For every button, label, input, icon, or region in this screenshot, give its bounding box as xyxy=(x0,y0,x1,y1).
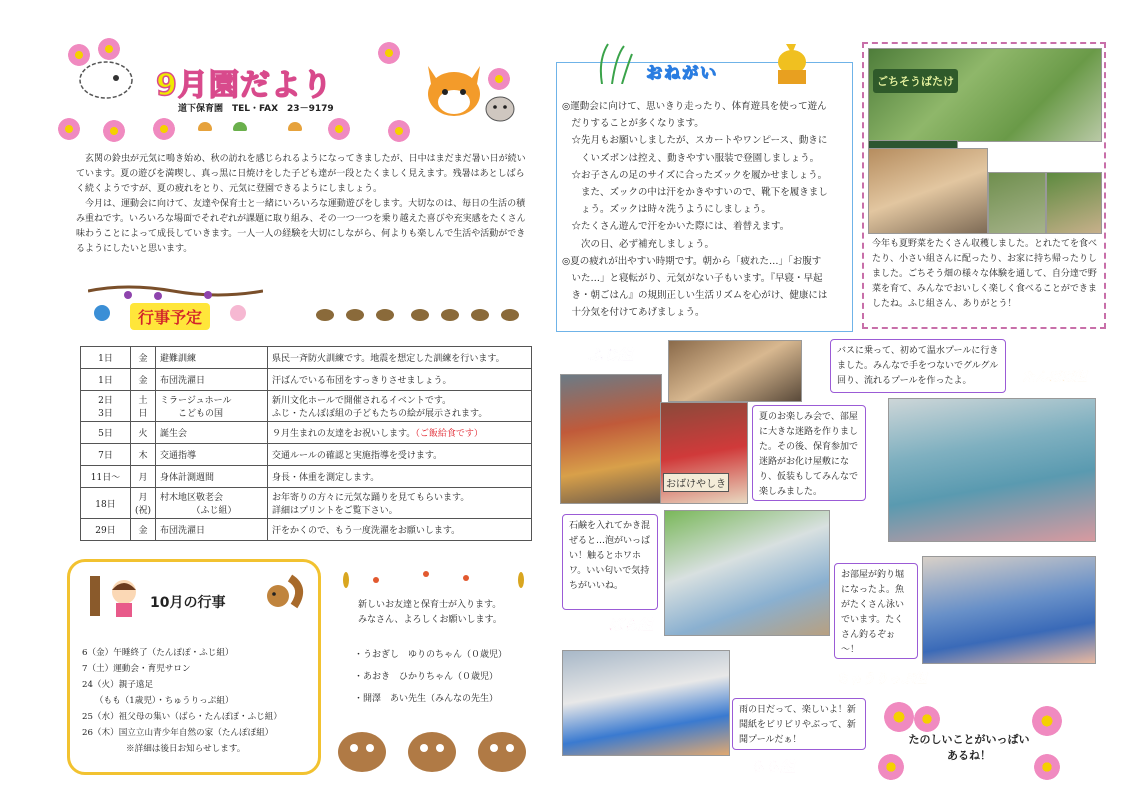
october-item: 7（土）運動会・育児サロン xyxy=(82,664,191,674)
schedule-event-text: 布団洗濯日 xyxy=(160,376,206,386)
schedule-detail-text: 県民一斉防火訓練です。地震を想定した訓練を行います。 xyxy=(272,354,505,364)
schedule-detail xyxy=(268,519,532,541)
garden-photo-girl xyxy=(1046,172,1102,234)
new-friends-line: みなさん、よろしくお願いします。 xyxy=(358,615,502,625)
rabbit-icon xyxy=(230,305,246,321)
schedule-weekday-text: 木 xyxy=(138,451,148,461)
fox-violin-icon xyxy=(756,40,820,86)
schedule-event xyxy=(156,519,268,541)
hamster-icon xyxy=(483,93,517,123)
onegai-line: また、ズックの中は汗をかきやすいので、靴下を履きまし xyxy=(562,187,828,199)
grass-icon xyxy=(594,40,634,84)
tree-girl-icon xyxy=(84,570,144,620)
sheep-icon xyxy=(76,58,136,104)
october-events-box xyxy=(67,559,321,775)
schedule-detail xyxy=(268,347,532,369)
tanpopo-group-label: たんぽぽ組 xyxy=(1022,370,1088,385)
onegai-line: いた…」と寝転がり、元気がない子もいます。『早寝・早起 xyxy=(562,273,823,285)
cosmos-flower-icon xyxy=(884,702,914,732)
cosmos-flower-icon xyxy=(98,38,120,60)
schedule-weekday-text: 土 日 xyxy=(138,396,148,419)
schedule-event xyxy=(156,422,268,444)
onegai-line: ょう。ズックは時々洗うようにしましょう。 xyxy=(562,204,771,216)
schedule-day-text: 11日～ xyxy=(90,473,121,483)
new-friend-name: ・うおぎし ゆりのちゃん（０歳児） xyxy=(354,650,508,660)
cosmos-flower-icon xyxy=(58,118,80,140)
cosmos-flower-icon xyxy=(103,120,125,142)
mushroom-icon xyxy=(288,122,302,131)
schedule-event-text: 布団洗濯日 xyxy=(160,526,206,536)
schedule-detail xyxy=(268,422,532,444)
schedule-event-text: 避難訓練 xyxy=(160,354,197,364)
tanpopo-photo-pool xyxy=(888,398,1096,542)
schedule-event-text: 身体計測週間 xyxy=(160,473,215,483)
cosmos-flower-icon xyxy=(914,706,940,732)
obakeyashiki-sign: おばけやしき xyxy=(663,473,729,492)
schedule-event xyxy=(156,444,268,466)
ants-marching-icon xyxy=(310,300,525,326)
newsletter-title: 9月園だより xyxy=(156,68,333,103)
schedule-detail-text: 身長・体重を測定します。 xyxy=(272,473,380,483)
momo-caption: 雨の日だって、楽しいよ！新聞紙をビリビリやぶって、新聞プールだぁ！ xyxy=(732,698,866,750)
schedule-heading-frame xyxy=(88,283,263,333)
bluebird-icon xyxy=(94,305,110,321)
schedule-day xyxy=(81,391,131,422)
momo-photo-newspaper xyxy=(562,650,730,756)
onegai-line: き・朝ごはん』の規則正しい生活リズムを心がけ、健康には xyxy=(562,290,828,302)
schedule-heading: 行事予定 xyxy=(130,303,210,330)
fuji-group-label: ふじ組 xyxy=(588,346,634,364)
october-item: 6（金）午睡終了（たんぽぽ・ふじ組） xyxy=(82,648,234,658)
schedule-weekday-text: 火 xyxy=(138,429,148,439)
schedule-day xyxy=(81,347,131,369)
schedule-detail xyxy=(268,391,532,422)
schedule-weekday xyxy=(131,422,156,444)
squirrel-icon xyxy=(260,572,306,618)
schedule-row xyxy=(81,347,532,369)
intro-text xyxy=(76,152,531,257)
cosmos-flower-icon xyxy=(388,120,410,142)
mushroom-icon xyxy=(198,122,212,131)
flower-border xyxy=(58,118,438,138)
schedule-weekday xyxy=(131,369,156,391)
schedule-detail-text: お年寄りの方々に元気な踊りを見てもらいます。 詳細はプリントをご覧下さい。 xyxy=(272,493,470,516)
schedule-day-text: 1日 xyxy=(98,354,113,364)
schedule-row xyxy=(81,369,532,391)
fuji-photo-costume xyxy=(560,374,662,504)
october-item: 24（火）親子遠足 xyxy=(82,680,154,690)
schedule-day xyxy=(81,369,131,391)
schedule-detail-text: ９月生まれの友達をお祝いします。 xyxy=(272,429,416,439)
cosmos-flower-icon xyxy=(878,754,904,780)
schedule-day-text: 18日 xyxy=(95,499,116,510)
schedule-weekday-text: 金 xyxy=(138,354,148,364)
schedule-row xyxy=(81,488,532,519)
schedule-weekday xyxy=(131,391,156,422)
schedule-day xyxy=(81,444,131,466)
onegai-line: ◎夏の疲れが出やすい時期です。朝から「疲れた…」「お腹す xyxy=(562,255,822,267)
schedule-row xyxy=(81,519,532,541)
schedule-event xyxy=(156,391,268,422)
intro-paragraph: 玄関の鈴虫が元気に鳴き始め、秋の訪れを感じられるようになってきましたが、日中はまだまだ暑い日が続いています。夏の遊びを満喫し、真っ黒に日焼けをした子ども達が一段とたくましく見えます。残暑はあとしばらく続くようですが、夏の疲れをとり、元気に登園できるようにしましょう。 xyxy=(76,154,526,194)
schedule-weekday xyxy=(131,347,156,369)
bara-group-label: ばら組 xyxy=(608,616,654,634)
onegai-line: 十分気を付けてあげましょう。 xyxy=(562,307,705,319)
onegai-line: だりすることが多くなります。 xyxy=(562,118,704,130)
schedule-weekday xyxy=(131,466,156,488)
schedule-detail xyxy=(268,369,532,391)
schedule-day-text: 5日 xyxy=(98,429,113,439)
schedule-detail-text: 交通ルールの確認と実施指導を受けます。 xyxy=(272,451,443,461)
school-contact: 道下保育園 TEL・FAX 23－9179 xyxy=(178,104,334,114)
schedule-event xyxy=(156,369,268,391)
schedule-event-text: 交通指導 xyxy=(160,451,197,461)
cosmos-flower-icon xyxy=(1034,754,1060,780)
intro-paragraph: 今月は、運動会に向けて、友達や保育士と一緒にいろいろな運動遊びをします。大切なのは、毎日の生活の積み重ねです。いろいろな場面でそれぞれが課題に取り組み、その一つ一つを乗り越えた喜びや充実感をたくさん味わうことによって成長していきます。一人一人の経験を大切にしながら、何よりも楽しんで生活や活動ができるようにしたいと思います。 xyxy=(76,199,526,254)
schedule-weekday-text: 月 xyxy=(138,473,148,483)
october-list xyxy=(82,645,318,757)
schedule-weekday-text: 金 xyxy=(138,526,148,536)
schedule-table xyxy=(80,346,532,541)
tulip-photo-fishing xyxy=(922,556,1096,664)
onegai-line: ☆たくさん遊んで汗をかいた際には、着替えます。 xyxy=(562,221,790,233)
schedule-note: （ご飯給食です） xyxy=(415,429,483,439)
schedule-row xyxy=(81,422,532,444)
new-friends-line: 新しいお友達と保育士が入ります。 xyxy=(358,600,502,610)
schedule-detail xyxy=(268,466,532,488)
october-note: ※詳細は後日お知らせします。 xyxy=(126,744,246,754)
schedule-detail xyxy=(268,444,532,466)
cosmos-flower-icon xyxy=(153,118,175,140)
tulip-caption: お部屋が釣り堀になったよ。魚がたくさん泳いでいます。たくさん釣るぞぉ～！ xyxy=(834,563,918,659)
closing-flowers xyxy=(874,700,1074,786)
garden-sign: ごちそうばたけ xyxy=(873,69,958,93)
music-notes-icon xyxy=(326,562,536,592)
fuji-caption: 夏のお楽しみ会で、部屋に大きな迷路を作りました。その後、保育参加で迷路がお化け屋敷になり、仮装もしてみんなで楽しみました。 xyxy=(752,405,866,501)
cosmos-flower-icon xyxy=(1032,706,1062,736)
cosmos-flower-icon xyxy=(328,118,350,140)
schedule-event xyxy=(156,466,268,488)
onegai-header xyxy=(556,38,851,86)
new-friend-name: ・あおき ひかりちゃん（０歳児） xyxy=(354,672,499,682)
october-item: 25（水）祖父母の集い（ばら・たんぽぽ・ふじ組） xyxy=(82,712,282,722)
onegai-heading: おねがい xyxy=(646,63,719,82)
onegai-line: くいズボンは控え、動きやすい服装で登園しましょう。 xyxy=(562,152,820,164)
october-item: （もも（1歳児）・ちゅうりっぷ組） xyxy=(82,696,234,706)
new-friends-intro xyxy=(358,598,538,628)
schedule-event xyxy=(156,347,268,369)
schedule-event-text: ミラージュホール こどもの国 xyxy=(160,396,232,419)
onegai-line: ◎運動会に向けて、思いきり走ったり、体育遊具を使って遊ん xyxy=(562,101,827,112)
garden-photo-boys xyxy=(988,172,1046,234)
schedule-day-text: 2日 3日 xyxy=(98,396,113,419)
october-heading: 10月の行事 xyxy=(150,595,226,611)
schedule-day-text: 29日 xyxy=(95,526,116,536)
sparrows-icon xyxy=(332,722,532,778)
fuji-photo-boys xyxy=(668,340,802,402)
garden-text: 今年も夏野菜をたくさん収穫しました。とれたてを食べたり、小さい組さんに配ったり、お家に持ち帰ったりしました。ごちそう畑の様々な体験を通して、自分達で野菜を育て、みんなでおいしく楽しく食べることができましたね。ふじ組さん、ありがとう！ xyxy=(872,239,1098,309)
new-friend-name: ・開澤 あい先生（みんなの先生） xyxy=(354,694,499,704)
new-friends-names xyxy=(354,644,534,710)
schedule-day-text: 7日 xyxy=(98,451,113,461)
onegai-text xyxy=(562,98,852,322)
schedule-weekday xyxy=(131,488,156,519)
tulip-group-label: ちゅうりっぷ組 xyxy=(836,672,928,687)
schedule-day xyxy=(81,422,131,444)
onegai-line: ☆先月もお願いしましたが、スカートやワンピース、動きに xyxy=(562,135,828,147)
schedule-row xyxy=(81,466,532,488)
closing-message: たのしいことがいっぱいあるね！ xyxy=(908,733,1030,762)
bara-caption: 石鹸を入れてかき混ぜると…泡がいっぱい！触るとホワホワ。いい匂いで気持ちがいいね。 xyxy=(562,514,658,610)
garden-photo-children xyxy=(868,48,1102,142)
garden-photo-eating xyxy=(868,148,988,234)
schedule-day xyxy=(81,466,131,488)
schedule-weekday-text: 金 xyxy=(138,376,148,386)
bara-photo-bubbles xyxy=(664,510,830,636)
header-banner xyxy=(58,38,528,138)
schedule-detail-text: 新川文化ホールで開催されるイベントです。 ふじ・たんぽぽ組の子どもたちの絵が展示されます。 xyxy=(272,396,488,419)
schedule-event-text: 村木地区敬老会 （ふじ組） xyxy=(160,493,237,516)
tanpopo-caption: バスに乗って、初めて温水プールに行きました。みんなで手をつないでグルグル回り、流れるプールを作ったよ。 xyxy=(830,339,1006,393)
momo-group-label: もも組 xyxy=(750,758,796,776)
cosmos-flower-icon xyxy=(488,68,510,90)
schedule-event xyxy=(156,488,268,519)
cosmos-flower-icon xyxy=(378,42,400,64)
onegai-line: 次の日、必ず補充しましょう。 xyxy=(562,238,715,250)
schedule-weekday xyxy=(131,444,156,466)
new-friends-section xyxy=(326,562,536,782)
schedule-detail xyxy=(268,488,532,519)
fuji-photo-obakeyashiki xyxy=(660,402,748,504)
schedule-row xyxy=(81,444,532,466)
schedule-weekday-text: 月 (祝) xyxy=(135,493,152,516)
schedule-detail-text: 汗をかくので、もう一度洗濯をお願いします。 xyxy=(272,526,461,536)
mushroom-icon xyxy=(233,122,247,131)
schedule-event-text: 誕生会 xyxy=(160,429,188,439)
schedule-row xyxy=(81,391,532,422)
schedule-detail-text: 汗ばんでいる布団をすっきりさせましょう。 xyxy=(272,376,452,386)
grape-vine-icon xyxy=(88,283,263,303)
schedule-day xyxy=(81,488,131,519)
schedule-day xyxy=(81,519,131,541)
onegai-line: ☆お子さんの足のサイズに合ったズックを履かせましょう。 xyxy=(562,169,828,181)
schedule-weekday xyxy=(131,519,156,541)
october-item: 26（木）国立立山青少年自然の家（たんぽぽ組） xyxy=(82,728,274,738)
schedule-day-text: 1日 xyxy=(98,376,113,386)
